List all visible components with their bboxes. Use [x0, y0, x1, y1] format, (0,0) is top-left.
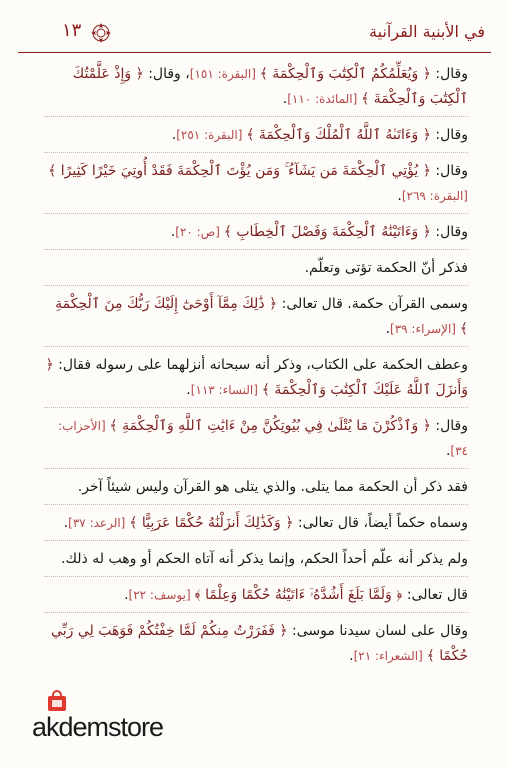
page-number: ١٣ — [62, 20, 82, 41]
logo-wordmark: akdemstore — [32, 712, 164, 742]
quran-verse: ﴿ وَلَمَّا بَلَغَ أَشُدَّهُۥٓ ءَاتَيْنَٰهُ حُكْمًا وَعِلْمًا ﴾ — [194, 587, 403, 603]
text: وقال: — [430, 224, 468, 240]
paragraph-9 — [44, 475, 468, 505]
paragraph-8 — [44, 414, 468, 469]
verse-reference: [البقرة: ٢٦٩] — [401, 189, 468, 203]
verse-reference: [المائدة: ١١٠] — [287, 92, 362, 106]
rosette-ornament-icon — [88, 22, 114, 44]
text: وقال: — [430, 418, 468, 434]
quran-verse: ﴿ فَفَرَرْتُ مِنكُمْ لَمَّا خِفْتُكُمْ فَوَهَبَ لِي رَبِّي حُكْمًا ﴾ — [51, 623, 468, 664]
text: . — [170, 224, 176, 240]
text: وسماه حكماً أيضاً، قال تعالى: — [293, 515, 468, 531]
page-header — [0, 0, 509, 56]
header-divider — [18, 52, 491, 53]
paragraph-13 — [44, 619, 468, 673]
verse-reference: [البقرة: ١٥١] — [189, 67, 260, 81]
quran-verse: ﴿ ذَٰلِكَ مِمَّآ أَوْحَىٰٓ إِلَيْكَ رَبُّكَ مِنَ ٱلْحِكْمَةِ ﴾ — [55, 296, 468, 337]
quran-verse: ﴿ وَءَاتَيْنَٰهُ ٱلْحِكْمَةَ وَفَصْلَ ٱلْخِطَابِ ﴾ — [223, 224, 431, 240]
paragraph-12 — [44, 583, 468, 613]
text: . — [445, 443, 451, 459]
page-body — [44, 62, 468, 679]
quran-verse: ﴿ وَإِذْ عَلَّمْتُكَ ٱلْكِتَٰبَ وَٱلْحِكْمَةَ ﴾ — [72, 66, 468, 107]
text: . — [282, 91, 288, 107]
text: . — [171, 127, 177, 143]
verse-reference: [ص: ٢٠] — [175, 225, 224, 239]
text: قال تعالى: — [402, 587, 468, 603]
quran-verse: ﴿ يُؤْتِي ٱلْحِكْمَةَ مَن يَشَآءُ ۚ وَمَن يُؤْتَ ٱلْحِكْمَةَ فَقَدْ أُوتِيَ خَيْرًا كَثِيرًا ﴾ — [48, 163, 431, 179]
verse-reference: [الشعراء: ٢١] — [353, 649, 427, 663]
quran-verse: ﴿ وَكَذَٰلِكَ أَنزَلْنَٰهُ حُكْمًا عَرَبِيًّا ﴾ — [129, 515, 294, 531]
text: ، وقال: — [143, 66, 190, 82]
paragraph-5 — [44, 256, 468, 286]
text: . — [186, 382, 191, 398]
text: . — [349, 648, 354, 664]
text: وقال: — [430, 66, 468, 82]
paragraph-2 — [44, 123, 468, 153]
paragraph-4 — [44, 220, 468, 250]
paragraph-7 — [44, 353, 468, 408]
paragraph-6 — [44, 292, 468, 347]
text: وقال: — [430, 163, 468, 179]
verse-reference: [الرعد: ٣٧] — [68, 516, 130, 530]
text: ولم يذكر أنه علّم أحداً الحكم، وإنما يذكر أنه آتاه الحكم أو وهب له ذلك. — [61, 551, 468, 567]
quran-verse: ﴿ وَءَاتَىٰهُ ٱللَّهُ ٱلْمُلْكَ وَٱلْحِكْمَةَ ﴾ — [246, 127, 431, 143]
quran-verse: ﴿ وَأَنزَلَ ٱللَّهُ عَلَيْكَ ٱلْكِتَٰبَ وَٱلْحِكْمَةَ ﴾ — [45, 357, 468, 398]
verse-reference: [الإسراء: ٣٩] — [390, 322, 460, 336]
text: . — [124, 587, 129, 603]
paragraph-10 — [44, 511, 468, 541]
verse-reference: [البقرة: ٢٥١] — [176, 128, 247, 142]
verse-reference: [النساء: ١١٣] — [190, 383, 262, 397]
text: وقال على لسان سيدنا موسى: — [287, 623, 468, 639]
text: . — [63, 515, 69, 531]
text: فقد ذكر أن الحكمة مما يتلى. والذي يتلى هو القرآن وليس شيئاً آخر. — [77, 479, 468, 495]
text: وقال: — [430, 127, 468, 143]
publisher-logo — [26, 690, 166, 750]
paragraph-3 — [44, 159, 468, 214]
text: . — [385, 321, 391, 337]
text: . — [397, 188, 402, 204]
verse-reference: [يوسف: ٢٢] — [128, 588, 195, 602]
running-title: في الأبنية القرآنية — [369, 22, 485, 41]
quran-verse: ﴿ وَٱذْكُرْنَ مَا يُتْلَىٰ فِي بُيُوتِكُنَّ مِنْ ءَايَٰتِ ٱللَّهِ وَٱلْحِكْمَةِ ﴾ — [109, 418, 431, 434]
shopping-bag-icon — [46, 690, 68, 712]
verse-reference: [الأحزاب: ٣٤] — [58, 419, 468, 458]
text: وسمى القرآن حكمة. قال تعالى: — [277, 296, 468, 312]
paragraph-11 — [44, 547, 468, 577]
text: فذكر أنّ الحكمة تؤتى وتعلّم. — [304, 260, 468, 276]
quran-verse: ﴿ وَيُعَلِّمُكُمُ ٱلْكِتَٰبَ وَٱلْحِكْمَةَ ﴾ — [259, 66, 431, 82]
text: وعطف الحكمة على الكتاب، وذكر أنه سبحانه أنزلهما على رسوله فقال: — [53, 357, 468, 373]
paragraph-1 — [44, 62, 468, 117]
